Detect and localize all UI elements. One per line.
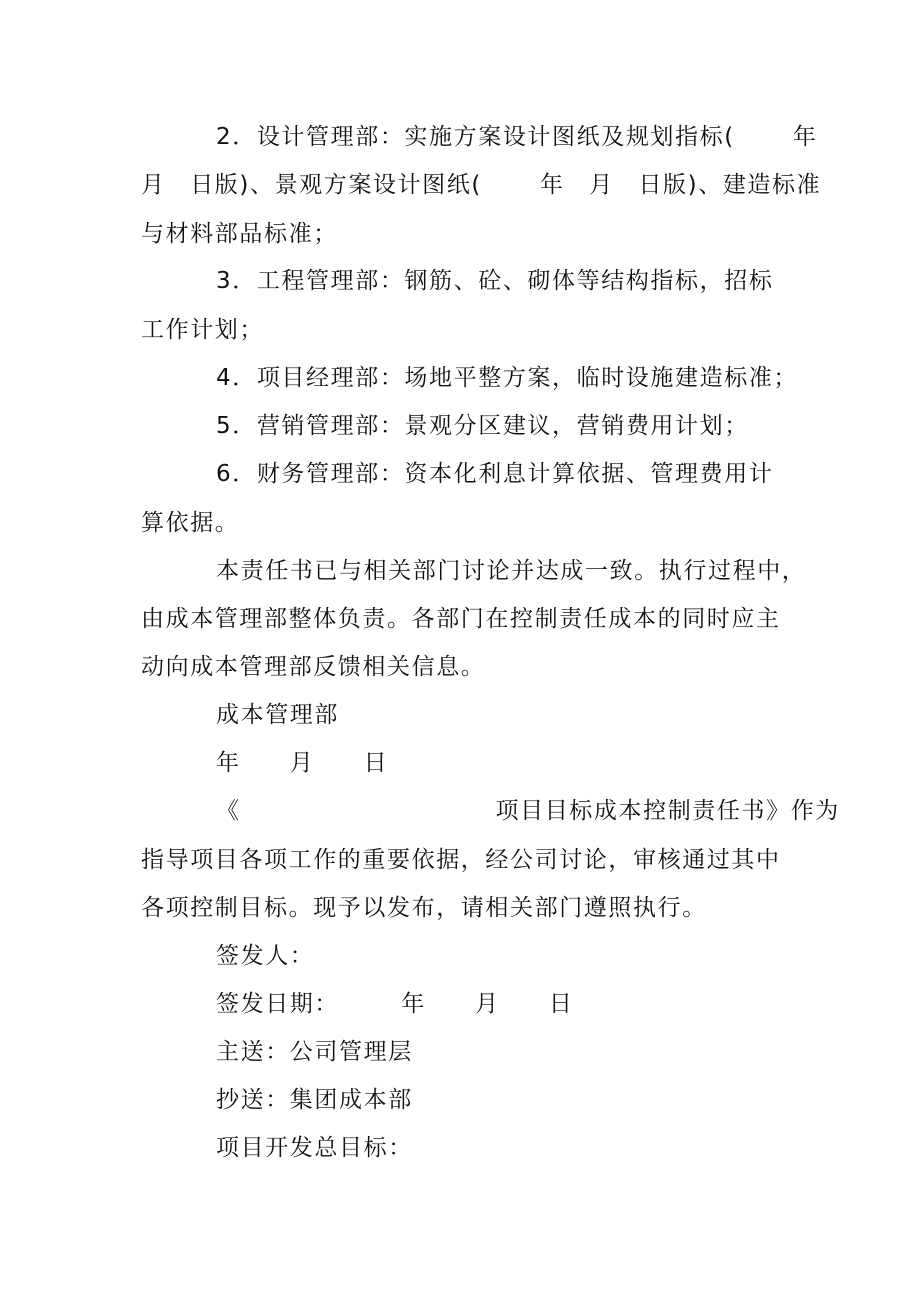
para-responsibility-book-line-3: 各项控制目标。现予以发布，请相关部门遵照执行。 bbox=[141, 895, 707, 921]
para-agreement-line-3: 动向成本管理部反馈相关信息。 bbox=[141, 654, 486, 680]
para-engineering-dept-line-1: 3．工程管理部：钢筋、砼、砌体等结构指标，招标 bbox=[216, 268, 774, 294]
para-engineering-dept-line-2: 工作计划； bbox=[141, 317, 264, 343]
main-recipient: 主送：公司管理层 bbox=[216, 1039, 413, 1065]
para-project-dept: 4．项目经理部：场地平整方案，临时设施建造标准； bbox=[216, 365, 799, 391]
issue-date-label: 签发日期： 年 月 日 bbox=[216, 991, 574, 1017]
para-design-dept-line-1: 2．设计管理部：实施方案设计图纸及规划指标( 年 bbox=[216, 124, 818, 150]
signature-dept: 成本管理部 bbox=[216, 702, 339, 728]
signature-date: 年 月 日 bbox=[216, 750, 389, 776]
issuer-label: 签发人： bbox=[216, 943, 315, 969]
para-finance-dept-line-2: 算依据。 bbox=[141, 510, 240, 536]
para-responsibility-book-line-1: 《 项目目标成本控制责任书》作为 bbox=[216, 798, 840, 824]
para-design-dept-line-2: 月 日版)、景观方案设计图纸( 年 月 日版)、建造标准 bbox=[141, 172, 822, 198]
section-heading-overall-goal: 项目开发总目标： bbox=[216, 1135, 413, 1161]
para-marketing-dept: 5．营销管理部：景观分区建议，营销费用计划； bbox=[216, 413, 749, 439]
cc-recipient: 抄送：集团成本部 bbox=[216, 1087, 413, 1113]
para-finance-dept-line-1: 6．财务管理部：资本化利息计算依据、管理费用计 bbox=[216, 461, 774, 487]
para-agreement-line-2: 由成本管理部整体负责。各部门在控制责任成本的同时应主 bbox=[141, 606, 781, 632]
para-design-dept-line-3: 与材料部品标准； bbox=[141, 221, 338, 247]
para-agreement-line-1: 本责任书已与相关部门讨论并达成一致。执行过程中， bbox=[216, 558, 807, 584]
para-responsibility-book-line-2: 指导项目各项工作的重要依据，经公司讨论，审核通过其中 bbox=[141, 847, 781, 873]
